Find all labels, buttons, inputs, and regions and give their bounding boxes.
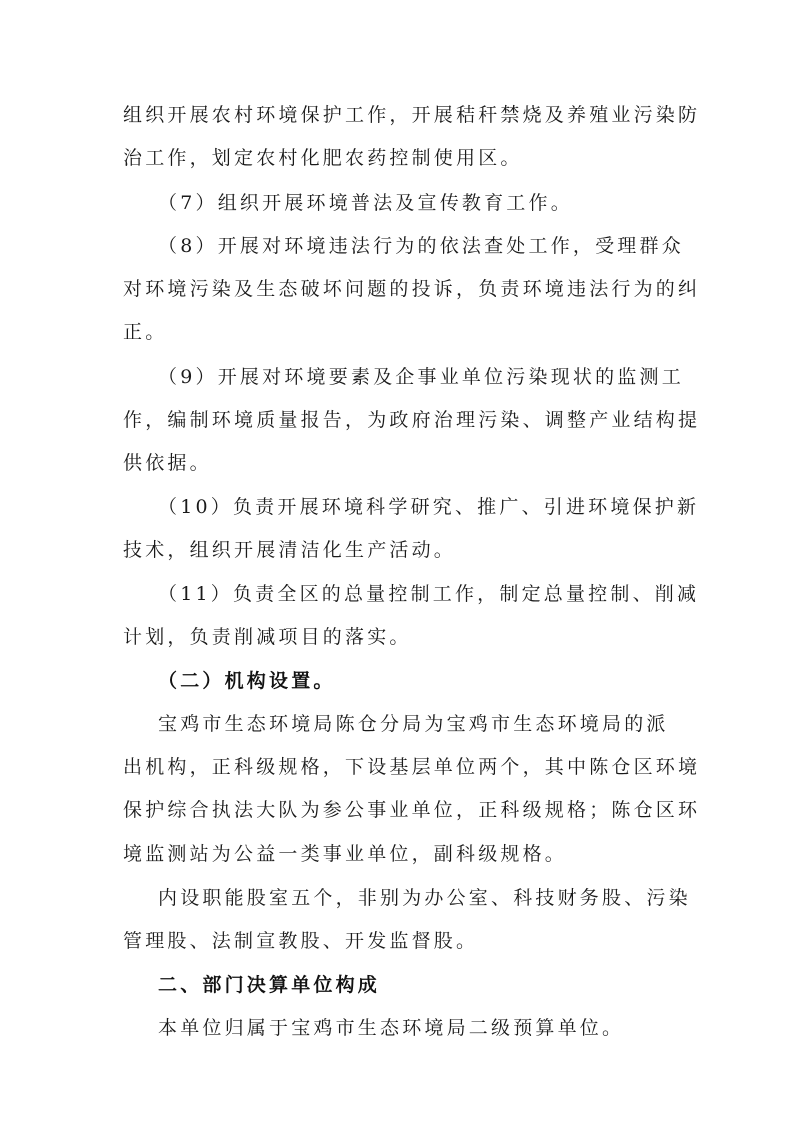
body-line: （9）开展对环境要素及企事业单位污染现状的监测工 [158,366,684,388]
body-line: （10）负责开展环境科学研究、推广、引进环境保护新 [158,496,700,518]
body-line: 管理股、法制宣教股、开发监督股。 [123,930,479,952]
body-line: 对环境污染及生态破坏问题的投诉，负责环境违法行为的纠 [123,278,701,300]
body-line: 供依据。 [123,452,212,474]
body-line: 出机构，正科级规格，下设基层单位两个，其中陈仓区环境 [123,756,701,778]
body-line: 宝鸡市生态环境局陈仓分局为宝鸡市生态环境局的派 [158,713,669,735]
body-line: 作，编制环境质量报告，为政府治理污染、调整产业结构提 [123,409,701,431]
body-line: 正。 [123,321,168,343]
section-heading: 二、部门决算单位构成 [158,974,381,996]
body-line: 治工作，划定农村化肥农药控制使用区。 [123,147,523,169]
body-line: 组织开展农村环境保护工作，开展秸秆禁烧及养殖业污染防 [123,104,701,126]
body-line: 计划，负责削减项目的落实。 [123,626,412,648]
body-line: 保护综合执法大队为参公事业单位，正科级规格；陈仓区环 [123,799,701,821]
body-line: 内设职能股室五个，非别为办公室、科技财务股、污染 [158,887,691,909]
body-line: 技术，组织开展清洁化生产活动。 [123,539,457,561]
body-line: （8）开展对环境违法行为的依法查处工作，受理群众 [158,235,684,257]
body-line: （7）组织开展环境普法及宣传教育工作。 [158,192,573,214]
body-line: （11）负责全区的总量控制工作，制定总量控制、削减 [158,583,700,605]
section-heading: （二）机构设置。 [158,670,336,692]
body-line: 境监测站为公益一类事业单位，副科级规格。 [123,843,568,865]
body-line: 本单位归属于宝鸡市生态环境局二级预算单位。 [158,1017,625,1039]
